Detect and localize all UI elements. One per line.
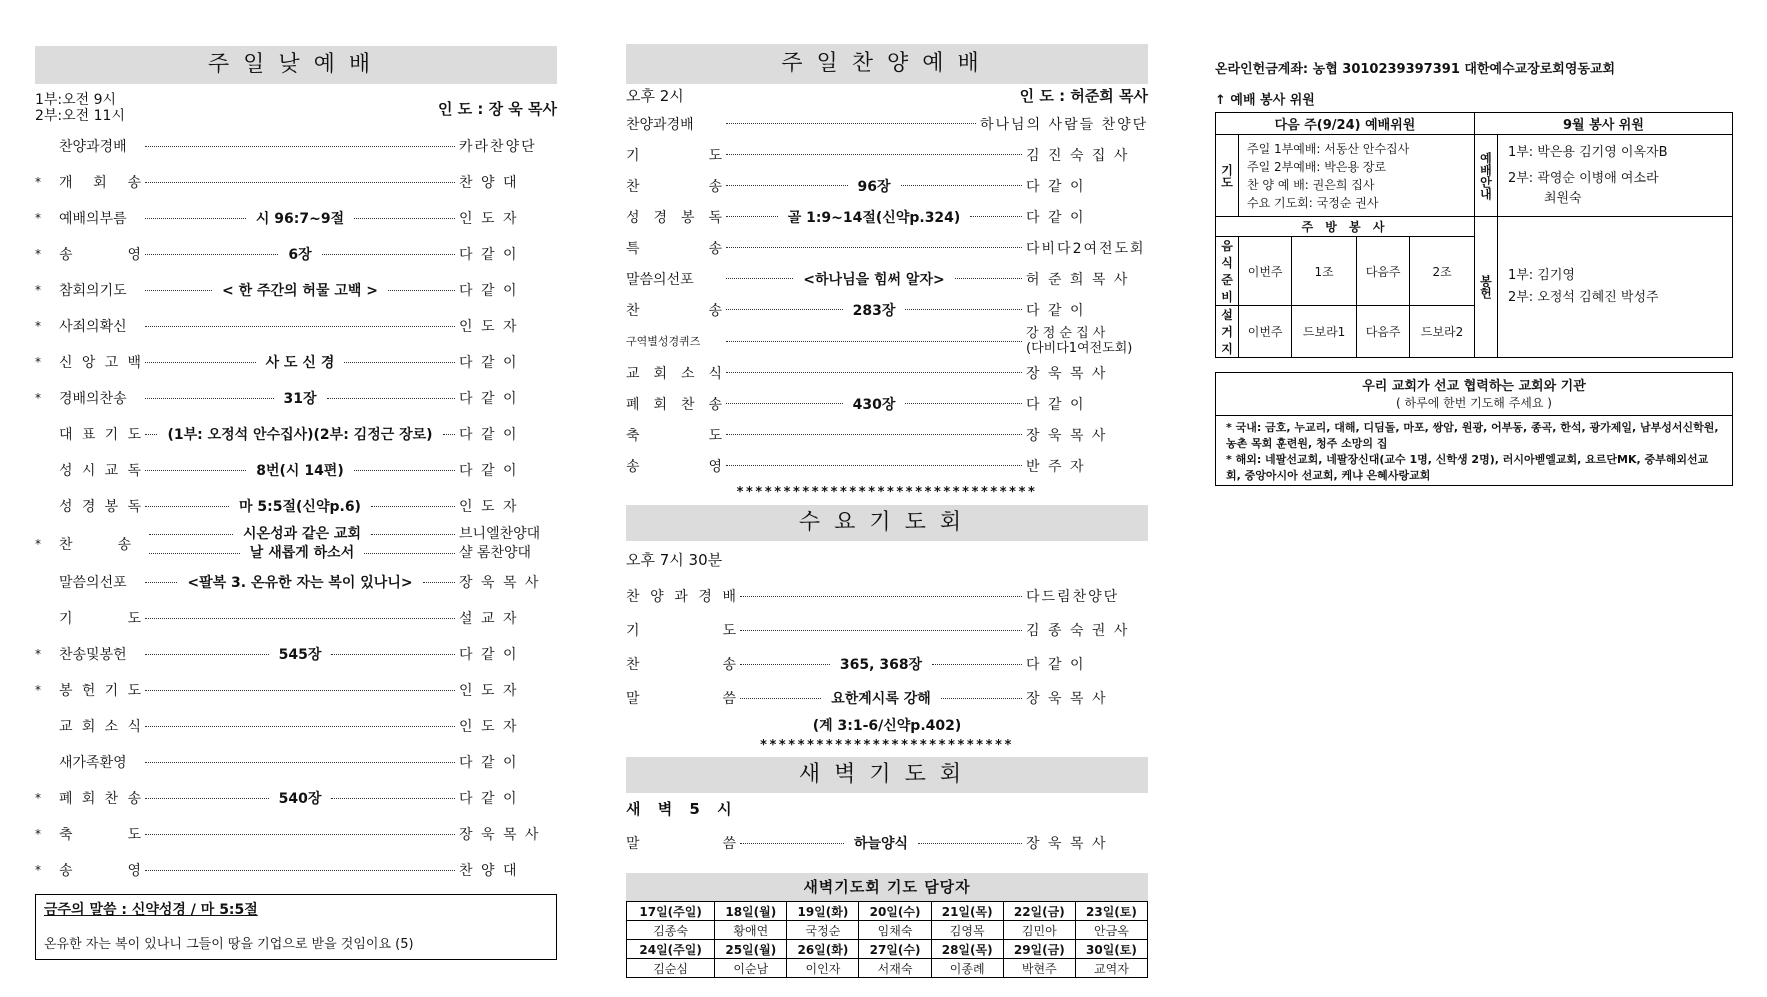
required-mark: *: [35, 791, 41, 805]
required-mark: *: [35, 211, 41, 225]
kitchen-cell: 음식준비: [1216, 237, 1239, 306]
dawn-roster-title: 새벽기도회 기도 담당자: [626, 873, 1148, 901]
required-mark: *: [35, 247, 41, 261]
order-item-label: 특 송: [626, 240, 722, 257]
roster-day: 21일(목): [931, 902, 1003, 921]
order-item-label: 폐 회 찬 송: [59, 791, 141, 807]
wednesday-title: 수요기도회: [626, 505, 1148, 541]
roster-day: 23일(토): [1075, 902, 1147, 921]
required-mark: *: [35, 319, 41, 333]
order-item-label: 새가족환영: [59, 755, 127, 771]
hymn1-choir: 브니엘찬양대: [459, 526, 541, 542]
roster-names-row: [627, 959, 1148, 978]
order-item: [35, 600, 557, 636]
order-item-label: 말 씀: [626, 691, 736, 707]
kitchen-heading: 주 방 봉 사: [1216, 217, 1475, 237]
order-item-label: 폐 회 찬 송: [626, 396, 722, 413]
order-item-label: 송 영: [59, 863, 141, 879]
order-item-person: 찬 양 대: [459, 863, 519, 879]
roster-day: 30일(토): [1075, 940, 1147, 959]
roster-day: 28일(목): [931, 940, 1003, 959]
required-mark: *: [35, 863, 41, 877]
order-item: [35, 816, 557, 852]
roster-name: 이인자: [787, 959, 859, 978]
kitchen-cell: 이번주: [1239, 237, 1292, 306]
order-item-person: 인 도 자: [459, 499, 519, 515]
bible-quiz-label: 구역별성경퀴즈: [626, 335, 701, 348]
order-item-person: 김 종 숙 권 사: [1026, 623, 1130, 639]
roster-day: 20일(수): [859, 902, 931, 921]
order-item-label: 개 회 송: [59, 175, 141, 191]
roster-day: 22일(금): [1003, 902, 1075, 921]
order-item-person: 설 교 자: [459, 611, 519, 627]
required-mark: *: [35, 647, 41, 661]
order-item-label: 기 도: [626, 623, 736, 639]
order-item-detail: <팔복 3. 온유한 자는 복이 있나니>: [187, 575, 413, 591]
order-item-detail: 430장: [852, 396, 896, 413]
weekly-verse-box: [35, 894, 557, 960]
order-item: [626, 294, 1148, 325]
first-service-time: 1부:오전 9시: [35, 92, 117, 108]
order-item-label: 말씀의선포: [626, 271, 694, 288]
order-item: [626, 419, 1148, 450]
dawn-title: 새벽기도회: [626, 757, 1148, 793]
order-item-person: 하나님의 사람들 찬양단: [980, 116, 1149, 133]
order-item: [626, 201, 1148, 232]
roster-days-row: [627, 902, 1148, 921]
order-item: [35, 780, 557, 816]
order-item-label: 성 경 봉 독: [626, 209, 722, 226]
order-item-detail: 골 1:9~14절(신약p.324): [787, 209, 961, 226]
order-item-label: 찬 송: [626, 302, 722, 319]
order-item-person: 다 같 이: [1026, 209, 1086, 226]
next-week-heading: 다음 주(9/24) 예배위원: [1216, 113, 1475, 135]
weekly-verse-title: 금주의 말씀 : 신약성경 / 마 5:5절: [44, 902, 258, 918]
order-item-label: 찬 송: [626, 657, 736, 673]
order-item: [626, 170, 1148, 201]
weekly-verse-text: 온유한 자는 복이 있나니 그들이 땅을 기업으로 받을 것임이요 (5): [44, 937, 414, 952]
bible-quiz-person: 강 정 순 집 사: [1026, 326, 1106, 341]
order-item: [626, 681, 1148, 715]
order-item-person: 다 같 이: [459, 247, 519, 263]
order-item-person: 다 같 이: [459, 355, 519, 371]
order-item-person: 다 같 이: [459, 647, 519, 663]
order-item-label: 경배의찬송: [59, 391, 127, 407]
order-item: [626, 613, 1148, 647]
order-item-detail: 시 96:7~9절: [255, 211, 345, 227]
required-mark: *: [35, 283, 41, 297]
order-item-person: 카라찬양단: [459, 139, 537, 155]
roster-day: 25일(월): [715, 940, 787, 959]
order-item: [35, 452, 557, 488]
order-item-person: 인 도 자: [459, 211, 519, 227]
order-item-person: 다 같 이: [459, 391, 519, 407]
order-item-label: 대 표 기 도: [59, 427, 141, 443]
roster-day: 19일(화): [787, 902, 859, 921]
order-item-detail: 540장: [278, 791, 322, 807]
order-item-person: 허 준 희 목 사: [1026, 271, 1130, 288]
order-item-person: 다 같 이: [1026, 178, 1086, 195]
kitchen-cell: 다음주: [1356, 237, 1409, 306]
order-item-person: 다 같 이: [459, 283, 519, 299]
order-item-person: 다 같 이: [1026, 657, 1086, 673]
mission-partners-box: [1215, 372, 1733, 486]
order-item: [626, 139, 1148, 170]
second-service-time: 2부:오전 11시: [35, 108, 125, 124]
roster-day: 24일(주일): [627, 940, 715, 959]
order-item-label: 송 영: [626, 458, 722, 475]
prayer-line: 주일 1부예배: 서동산 안수집사: [1247, 141, 1410, 156]
order-item-label: 예배의부름: [59, 211, 127, 227]
roster-name: 박현주: [1003, 959, 1075, 978]
required-mark: *: [35, 827, 41, 841]
order-item: [626, 388, 1148, 419]
order-item: [626, 647, 1148, 681]
sunday-leader: 인 도 : 장 욱 목사: [437, 100, 557, 118]
wednesday-scripture: (계 3:1-6/신약p.402): [812, 718, 962, 734]
order-item: [35, 272, 557, 308]
order-item-label: 기 도: [626, 147, 722, 164]
divider-stars: ********************************: [736, 485, 1038, 500]
kitchen-cell: 드보라1: [1292, 306, 1357, 358]
wednesday-time: 오후 7시 30분: [626, 551, 723, 569]
order-item: [35, 636, 557, 672]
order-item-label: 말 씀: [626, 836, 736, 852]
order-item: [626, 357, 1148, 388]
order-item-person: 김 진 숙 집 사: [1026, 147, 1130, 164]
service-committee-table: [1215, 112, 1733, 358]
order-item: [35, 672, 557, 708]
praise-time: 오후 2시: [626, 87, 684, 105]
order-item-label: 찬양과경배: [59, 139, 127, 155]
order-item-detail: 31장: [283, 391, 317, 407]
sunday-order-list-2: [35, 564, 557, 888]
roster-day: 17일(주일): [627, 902, 715, 921]
usher-line: 최원숙: [1543, 190, 1582, 206]
order-item-person: 다 같 이: [459, 791, 519, 807]
order-item-label: 참회의기도: [59, 283, 127, 299]
order-item-label: 축 도: [626, 427, 722, 444]
usher-line: 1부: 박은용 김기영 이옥자B: [1507, 144, 1668, 160]
order-item-detail: 8번(시 14편): [256, 463, 344, 479]
dawn-roster-table: [626, 901, 1148, 978]
order-item-label: 찬송및봉헌: [59, 647, 127, 663]
roster-name: 교역자: [1075, 959, 1147, 978]
roster-name: 이종례: [931, 959, 1003, 978]
order-item-label: 교 회 소 식: [626, 365, 722, 382]
offering-line: 2부: 오정석 김혜진 박성주: [1507, 290, 1659, 305]
month-heading: 9월 봉사 위원: [1474, 113, 1732, 135]
order-item-detail: < 한 주간의 허물 고백 >: [221, 283, 379, 299]
praise-leader: 인 도 : 허준희 목사: [1019, 87, 1148, 105]
kitchen-cell: 이번주: [1239, 306, 1292, 358]
required-mark: *: [35, 175, 41, 189]
roster-name: 임채숙: [859, 921, 931, 940]
order-item: [35, 416, 557, 452]
order-item-person: 다드림찬양단: [1026, 589, 1120, 605]
order-item-person: 다 같 이: [1026, 396, 1086, 413]
order-item-person: 장 욱 목 사: [1026, 365, 1108, 382]
order-item-person: 장 욱 목 사: [459, 575, 541, 591]
roster-name: 김종숙: [627, 921, 715, 940]
order-item-person: 다 같 이: [1026, 302, 1086, 319]
kitchen-cell: 2조: [1410, 237, 1475, 306]
info-column: [1215, 0, 1733, 486]
order-item-label: 성 시 교 독: [59, 463, 141, 479]
order-item-label: 찬양과경배: [626, 116, 694, 133]
order-item-label: 교 회 소 식: [59, 719, 141, 735]
order-item: [626, 108, 1148, 139]
order-item-detail: 하늘양식: [853, 836, 909, 852]
mission-subtitle: ( 하루에 한번 기도해 주세요 ): [1396, 396, 1552, 410]
order-item-person: 다 같 이: [459, 755, 519, 771]
roster-name: 국정순: [787, 921, 859, 940]
usher-label: 예배안내: [1474, 135, 1497, 217]
mission-title: 우리 교회가 선교 협력하는 교회와 기관: [1362, 379, 1586, 394]
mission-overseas: * 해외: 네팔선교회, 네팔장신대(교수 1명, 신학생 2명), 러시아벧엘교회, 요르단MK, 중부해외선교회, 중앙아시아 선교회, 케냐 은혜사랑교회: [1226, 453, 1709, 482]
order-item-detail: (1부: 오정석 안수집사)(2부: 김정근 장로): [167, 427, 433, 443]
order-item-label: 찬 송: [626, 178, 722, 195]
roster-day: 26일(화): [787, 940, 859, 959]
order-item-person: 인 도 자: [459, 683, 519, 699]
roster-name: 김순심: [627, 959, 715, 978]
order-item-detail: 6장: [288, 247, 312, 263]
order-item-label: 신 앙 고 백: [59, 355, 141, 371]
roster-day: 18일(월): [715, 902, 787, 921]
divider-stars-2: ***************************: [760, 738, 1014, 753]
order-item: [35, 200, 557, 236]
praise-service-title: 주일찬양예배: [626, 44, 1148, 84]
order-item: [35, 852, 557, 888]
roster-name: 안금옥: [1075, 921, 1147, 940]
offering-assignments: [1497, 217, 1732, 358]
required-mark: *: [35, 355, 41, 369]
sunday-order-list: [35, 128, 557, 524]
offering-label: 봉헌: [1474, 217, 1497, 358]
kitchen-cell: 설거지: [1216, 306, 1239, 358]
order-item-person: 장 욱 목 사: [459, 827, 541, 843]
order-item-label: 봉 헌 기 도: [59, 683, 141, 699]
hymn1-title: 시온성과 같은 교회: [243, 526, 361, 542]
order-item-label: 축 도: [59, 827, 141, 843]
praise-order-list-2: [626, 357, 1148, 481]
order-item-label: 성 경 봉 독: [59, 499, 141, 515]
order-item: [35, 344, 557, 380]
roster-day: 27일(수): [859, 940, 931, 959]
order-item-person: 다 같 이: [459, 427, 519, 443]
order-item: [35, 128, 557, 164]
order-item: [626, 825, 1148, 861]
offering-line: 1부: 김기영: [1507, 268, 1575, 283]
wednesday-order-list: [626, 579, 1148, 715]
dawn-order-list: [626, 825, 1148, 861]
order-item: [35, 488, 557, 524]
roster-name: 황애연: [715, 921, 787, 940]
prayer-label: 기도: [1216, 135, 1239, 217]
order-item: [35, 308, 557, 344]
prayer-line: 찬 양 예 배: 권은희 집사: [1247, 177, 1375, 192]
order-item-detail: 사 도 신 경: [265, 355, 335, 371]
order-item-person: 인 도 자: [459, 719, 519, 735]
order-item: [35, 164, 557, 200]
sunday-service-title: 주일낮예배: [35, 46, 557, 84]
order-item: [35, 744, 557, 780]
order-item: [626, 579, 1148, 613]
bible-quiz-group: (다비다1여전도회): [1026, 341, 1133, 356]
order-item-label: 기 도: [59, 611, 141, 627]
praise-order-list: [626, 108, 1148, 325]
order-item-detail: 365, 368장: [839, 657, 923, 673]
order-item-person: 찬 양 대: [459, 175, 519, 191]
order-item-label: 말씀의선포: [59, 575, 127, 591]
order-item-person: 반 주 자: [1026, 458, 1086, 475]
usher-assignments: [1497, 135, 1732, 217]
bible-quiz-row: [626, 325, 1148, 357]
praise-service-info: [626, 84, 1148, 108]
order-item-person: 다비다2여전도회: [1026, 240, 1146, 257]
prayer-line: 주일 2부예배: 박은용 장로: [1247, 159, 1387, 174]
hymn2-title: 날 새롭게 하소서: [249, 545, 355, 561]
order-item-person: 장 욱 목 사: [1026, 691, 1108, 707]
roster-names-row: [627, 921, 1148, 940]
required-mark: *: [35, 391, 41, 405]
hymn-row: * 찬 송 시온성과 같은 교회 브니엘찬양대 날 새롭게 하소서 샬 롬찬양대: [35, 524, 557, 564]
online-offering-account: 온라인헌금계좌: 농협 3010239397391 대한예수교장로회영동교회: [1215, 62, 1616, 77]
order-item-detail: <하나님을 힘써 알자>: [803, 271, 945, 288]
worship-column: [626, 0, 1148, 978]
mission-domestic: * 국내: 금호, 누교리, 대해, 디딤돌, 마포, 쌍암, 원광, 어부동, 종곡, 한석, 광가제일, 남부성서신학원, 농촌 목회 훈련원, 청주 소망의 집: [1226, 421, 1719, 450]
order-item-label: 사죄의확신: [59, 319, 127, 335]
order-item: [626, 263, 1148, 294]
order-item: [626, 232, 1148, 263]
order-item: [35, 564, 557, 600]
roster-name: 김민아: [1003, 921, 1075, 940]
order-item-detail: 283장: [852, 302, 896, 319]
order-item-person: 인 도 자: [459, 319, 519, 335]
roster-day: 29일(금): [1003, 940, 1075, 959]
sunday-service-column: [35, 0, 557, 960]
required-mark: *: [35, 683, 41, 697]
hymn-label: 찬 송: [59, 537, 131, 553]
order-item-detail: 마 5:5절(신약p.6): [239, 499, 361, 515]
roster-name: 이순남: [715, 959, 787, 978]
kitchen-cell: 드보라2: [1410, 306, 1475, 358]
order-item: [626, 450, 1148, 481]
order-item-detail: 545장: [278, 647, 322, 663]
prayer-assignments: [1239, 135, 1475, 217]
order-item-label: 찬 양 과 경 배: [626, 589, 736, 605]
service-committee-heading: ↑ 예배 봉사 위원: [1215, 93, 1315, 108]
order-item: [35, 380, 557, 416]
roster-days-row: [627, 940, 1148, 959]
order-item-person: 다 같 이: [459, 463, 519, 479]
dawn-time: 새 벽 5 시: [626, 800, 738, 818]
order-item-label: 송 영: [59, 247, 141, 263]
roster-name: 서재숙: [859, 959, 931, 978]
order-item-person: 장 욱 목 사: [1026, 836, 1108, 852]
order-item-detail: 요한계시록 강해: [831, 691, 931, 707]
sunday-service-info: [35, 92, 557, 128]
order-item: [35, 708, 557, 744]
roster-name: 김영목: [931, 921, 1003, 940]
order-item: [35, 236, 557, 272]
kitchen-cell: 다음주: [1356, 306, 1409, 358]
order-item-person: 장 욱 목 사: [1026, 427, 1108, 444]
kitchen-cell: 1조: [1292, 237, 1357, 306]
order-item-detail: 96장: [857, 178, 891, 195]
hymn2-choir: 샬 롬찬양대: [459, 545, 532, 561]
prayer-line: 수요 기도회: 국정순 권사: [1247, 195, 1379, 210]
usher-line: 2부: 곽영순 이병애 여소라: [1507, 170, 1659, 186]
